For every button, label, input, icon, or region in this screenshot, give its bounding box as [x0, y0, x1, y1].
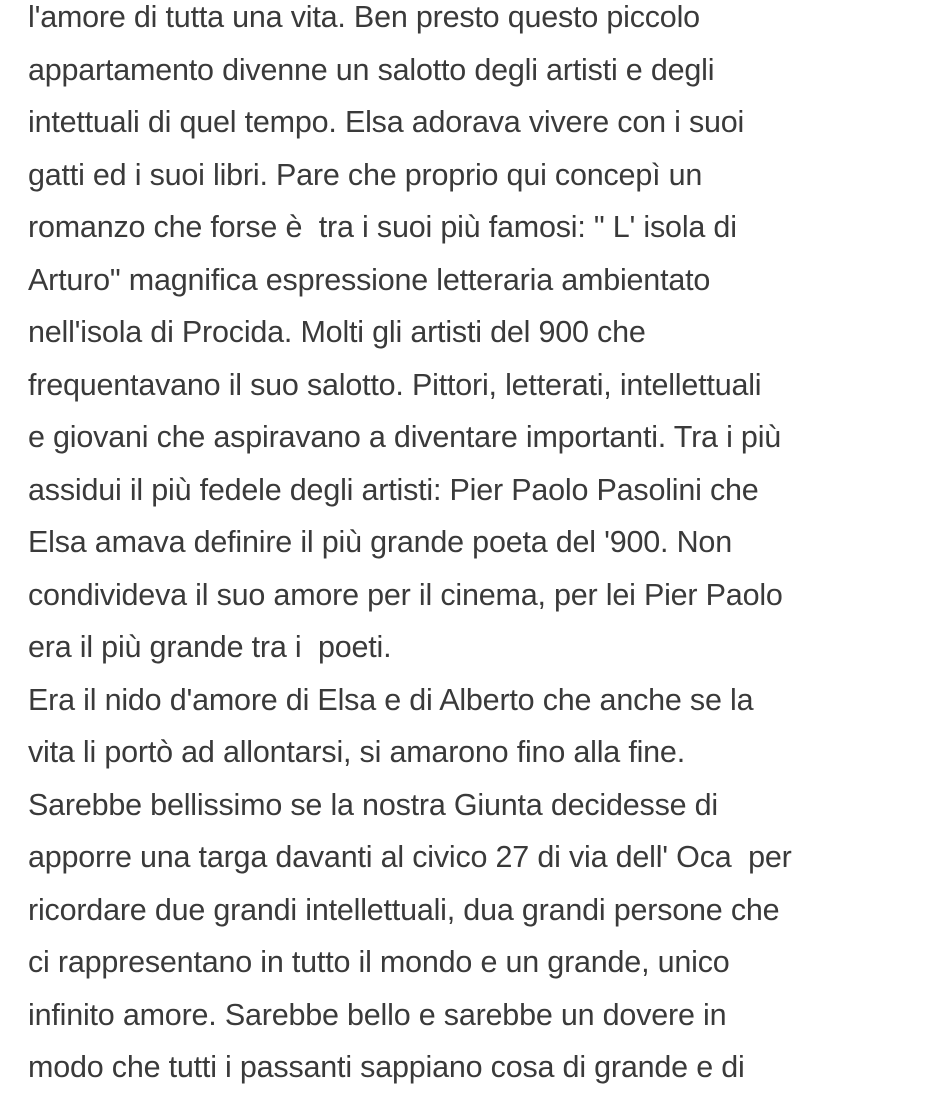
- text-line: Arturo" magnifica espressione letteraria ambientato: [28, 262, 711, 297]
- text-line: intettuali di quel tempo. Elsa adorava vivere con i suoi: [28, 105, 745, 139]
- text-line: assidui il più fedele degli artisti: Pier Paolo Pasolini che: [28, 472, 759, 507]
- text-line: l'amore di tutta una vita. Ben presto questo piccolo: [28, 0, 700, 34]
- text-line: condivideva il suo amore per il cinema, per lei Pier Paolo: [28, 577, 783, 612]
- text-line: modo che tutti i passanti sappiano cosa di grande e di: [28, 1050, 745, 1084]
- text-line: romanzo che forse è tra i suoi più famosi: " L' isola di: [28, 210, 737, 244]
- text-line: gatti ed i suoi libri. Pare che proprio qui concepì un: [28, 157, 703, 192]
- text-line: era il più grande tra i poeti.: [28, 630, 392, 664]
- text-line: ricordare due grandi intellettuali, dua grandi persone che: [28, 892, 780, 927]
- text-line: Era il nido d'amore di Elsa e di Alberto che anche se la: [28, 682, 754, 717]
- text-line: ci rappresentano in tutto il mondo e un grande, unico: [28, 945, 730, 979]
- text-line: Elsa amava definire il più grande poeta del '900. Non: [28, 525, 732, 559]
- text-line: frequentavano il suo salotto. Pittori, letterati, intellettuali: [28, 367, 762, 402]
- text-line: infinito amore. Sarebbe bello e sarebbe un dovere in: [28, 997, 727, 1032]
- text-line: Sarebbe bellissimo se la nostra Giunta decidesse di: [28, 787, 718, 822]
- text-line: appartamento divenne un salotto degli artisti e degli: [28, 52, 715, 87]
- text-line: e giovani che aspiravano a diventare importanti. Tra i più: [28, 420, 782, 454]
- post-body-text: [28, 0, 928, 1094]
- text-line: apporre una targa davanti al civico 27 di via dell' Oca per: [28, 840, 792, 874]
- text-line: vita li portò ad allontarsi, si amarono fino alla fine.: [28, 735, 685, 769]
- text-line: nell'isola di Procida. Molti gli artisti del 900 che: [28, 315, 646, 349]
